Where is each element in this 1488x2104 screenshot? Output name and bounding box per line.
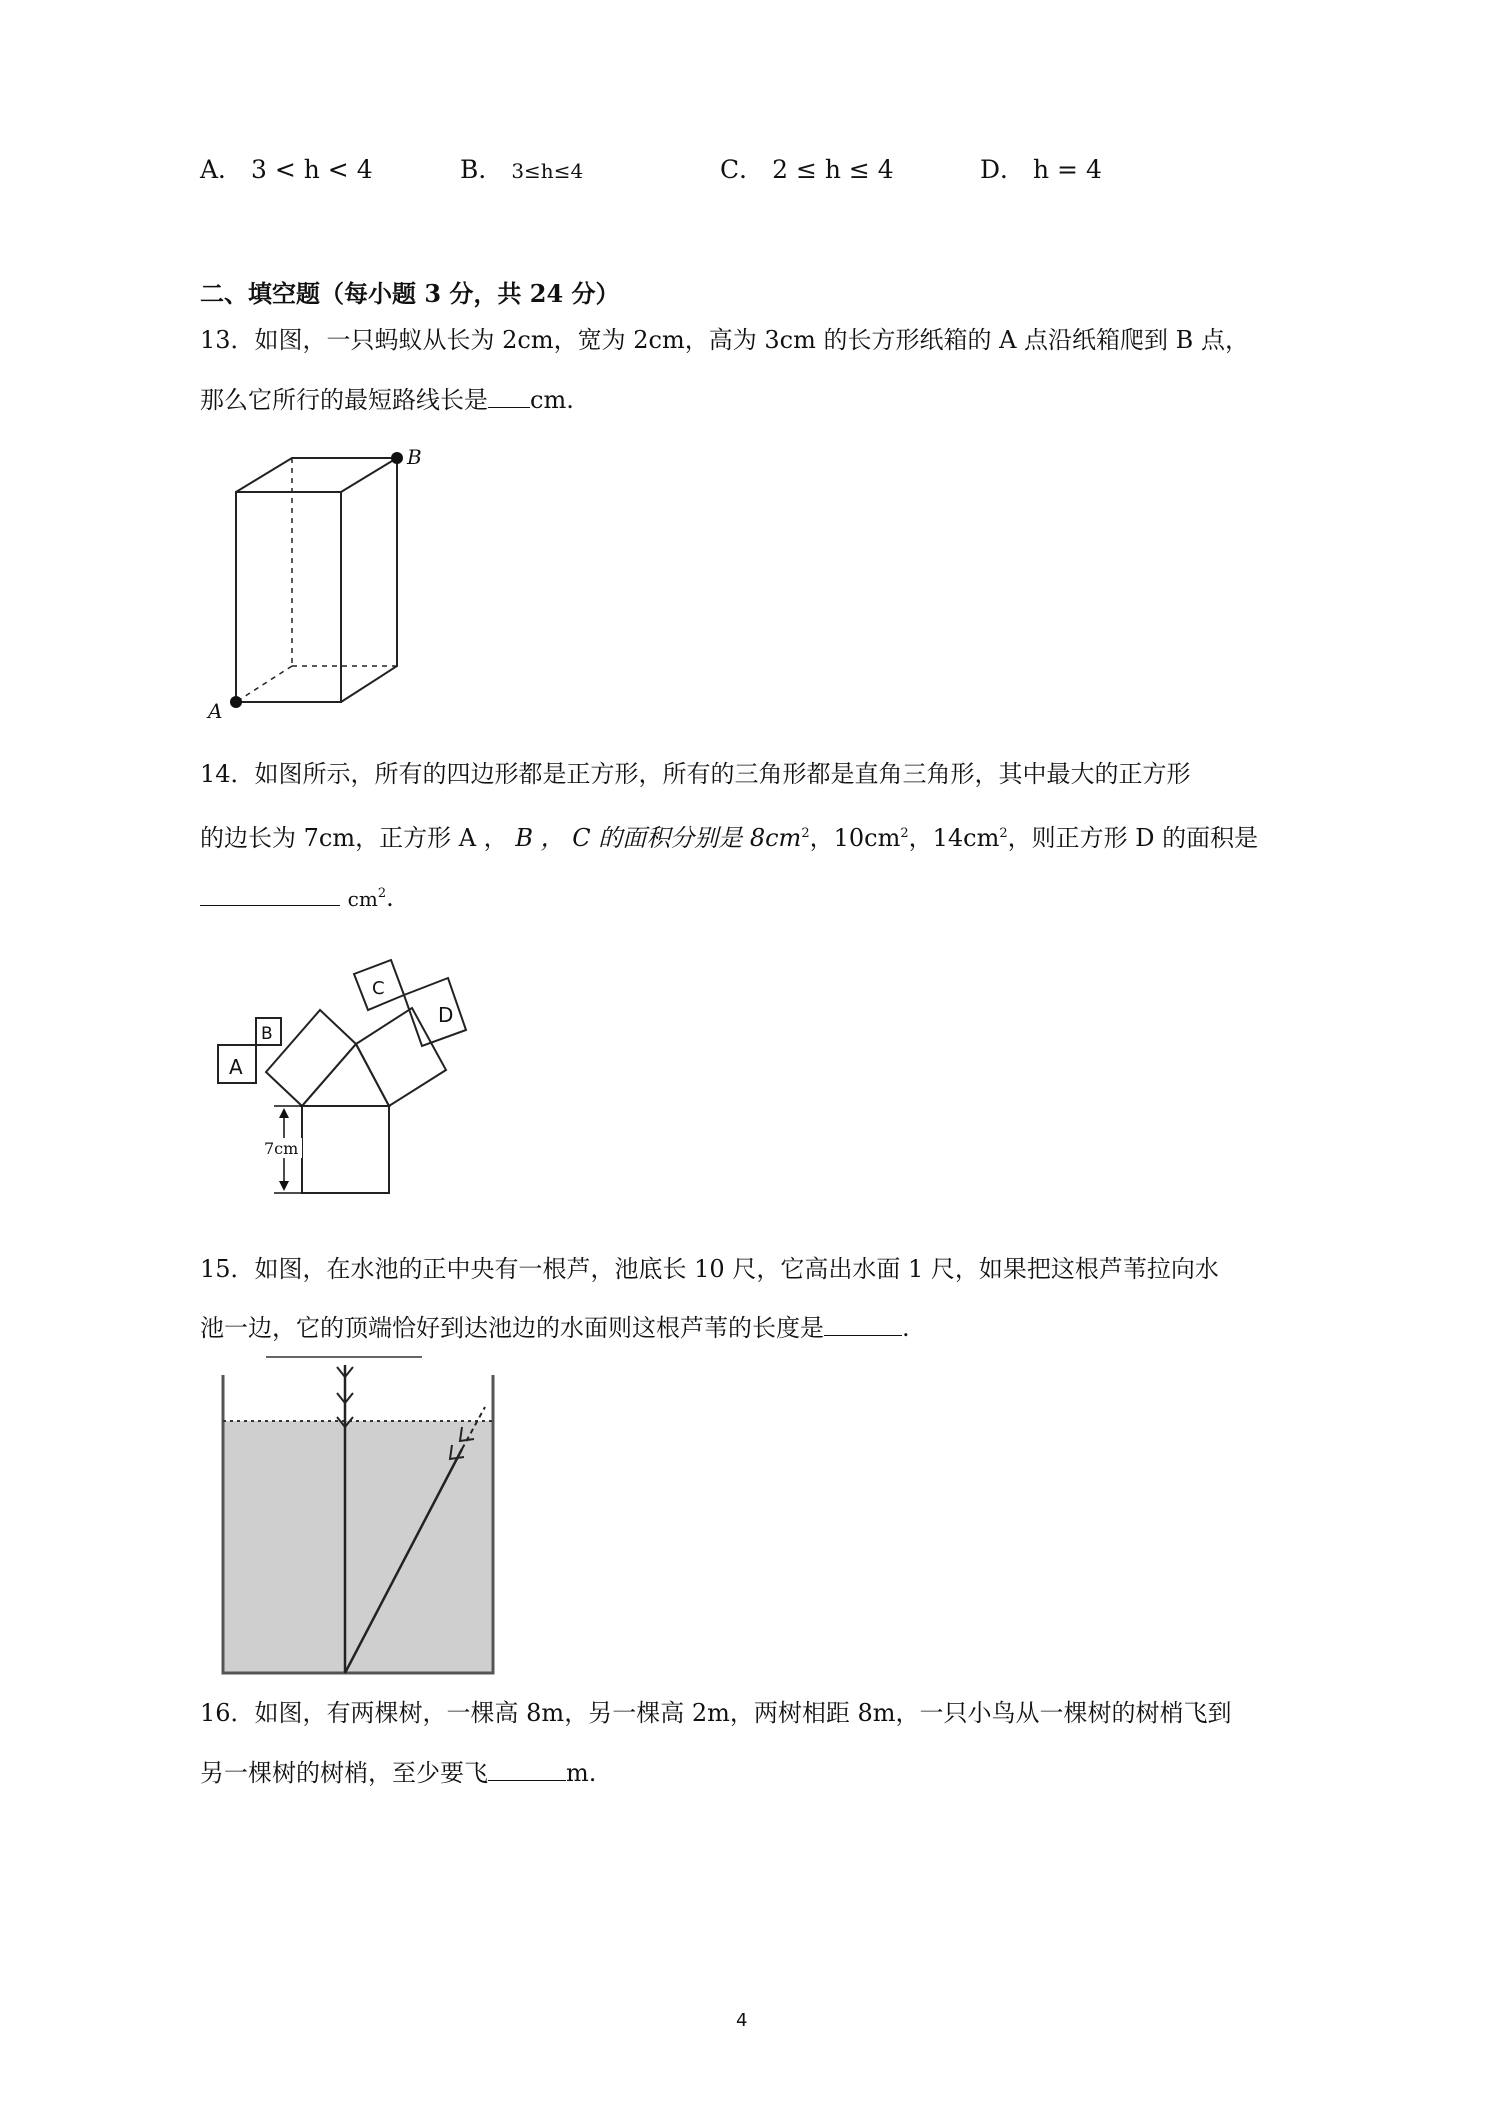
q14-line2-a: 的边长为 7cm，正方形 A ， — [200, 824, 508, 852]
q14-sup-1: 2 — [801, 826, 810, 841]
q14-unit-sup: 2 — [377, 886, 387, 901]
choice-b-label: B． — [460, 155, 504, 184]
q14-line2-b: B ， — [507, 824, 565, 852]
q16-line2-before: 另一棵树的树梢，至少要飞 — [200, 1759, 488, 1787]
choice-c-label: C． — [720, 155, 765, 184]
q16-line1: 16．如图，有两棵树，一棵高 8m，另一棵高 2m，两树相距 8m，一只小鸟从一棵树的树梢飞到 — [200, 1699, 1232, 1727]
choice-d — [980, 150, 1102, 186]
q14-line2-c: C 的面积分别是 8cm — [564, 824, 802, 852]
q13-box-figure — [200, 440, 440, 723]
q14-sup-3: 2 — [999, 826, 1008, 841]
q15-line2 — [200, 1311, 910, 1345]
q14-line3 — [200, 877, 394, 916]
point-a-dot — [230, 696, 242, 708]
q16-line2-after: m. — [566, 1759, 597, 1787]
choice-c-text: 2 ≤ h ≤ 4 — [772, 155, 894, 184]
choice-c — [720, 150, 894, 186]
q15-line2-after: . — [902, 1314, 910, 1342]
choice-d-text: h = 4 — [1033, 155, 1102, 184]
section-title: 二、填空题（每小题 3 分，共 24 分） — [200, 279, 620, 308]
q14-line2-d: ，10cm — [809, 824, 901, 852]
q13-answer-blank[interactable] — [488, 383, 530, 408]
q15-line2-before: 池一边，它的顶端恰好到达池边的水面则这根芦苇的长度是 — [200, 1314, 824, 1342]
q14-line2-e: ，14cm — [908, 824, 1000, 852]
q15-answer-blank[interactable] — [824, 1311, 902, 1336]
box-front-face — [236, 492, 341, 702]
medium-square-left — [266, 1010, 356, 1106]
q15-line1: 15．如图，在水池的正中央有一根芦，池底长 10 尺，它高出水面 1 尺，如果把这根芦苇拉向水 — [200, 1255, 1219, 1283]
choice-b — [460, 150, 583, 186]
q14-line1: 14．如图所示，所有的四边形都是正方形，所有的三角形都是直角三角形，其中最大的正方形 — [200, 760, 1191, 788]
square-c-label: C — [372, 978, 385, 999]
choice-b-text: 3≤h≤4 — [511, 159, 584, 183]
choice-d-label: D． — [980, 155, 1026, 184]
big-square — [302, 1106, 389, 1193]
q13-line2-before: 那么它所行的最短路线长是 — [200, 386, 488, 414]
point-a-label: A — [208, 699, 223, 723]
q15-pond-figure — [200, 1345, 520, 1695]
square-b-label: B — [261, 1024, 273, 1044]
q13-line2-after: cm. — [530, 386, 574, 414]
dimension-label: 7cm — [264, 1139, 299, 1158]
box-right-edges — [341, 458, 397, 702]
arrow-head-up — [279, 1108, 289, 1118]
medium-square-right — [356, 1008, 446, 1106]
q13-line1: 13．如图，一只蚂蚁从长为 2cm，宽为 2cm，高为 3cm 的长方形纸箱的 A 点沿纸箱爬到 B 点， — [200, 326, 1249, 354]
q16-line2 — [200, 1756, 596, 1790]
square-a-label: A — [229, 1055, 243, 1079]
choice-a — [200, 150, 373, 186]
q14-unit: cm — [347, 887, 378, 911]
choice-a-text: 3 < h < 4 — [251, 155, 373, 184]
point-b-dot — [391, 452, 403, 464]
box-top-edges — [236, 458, 397, 492]
main-right-triangle — [302, 1044, 389, 1106]
arrow-head-down — [279, 1181, 289, 1191]
square-d-label: D — [438, 1003, 454, 1027]
q14-line2-f: ，则正方形 D 的面积是 — [1007, 824, 1259, 852]
page-number: 4 — [736, 2010, 748, 2031]
q14-end: . — [386, 884, 394, 912]
q13-line2 — [200, 383, 574, 417]
choice-a-label: A． — [200, 155, 244, 184]
q14-answer-blank[interactable] — [200, 881, 340, 906]
q14-line2 — [200, 817, 1258, 855]
q14-sup-2: 2 — [900, 826, 909, 841]
box-hidden-edges — [236, 458, 397, 702]
q14-squares-figure — [200, 950, 540, 1200]
q16-answer-blank[interactable] — [488, 1756, 566, 1781]
point-b-label: B — [407, 445, 422, 469]
